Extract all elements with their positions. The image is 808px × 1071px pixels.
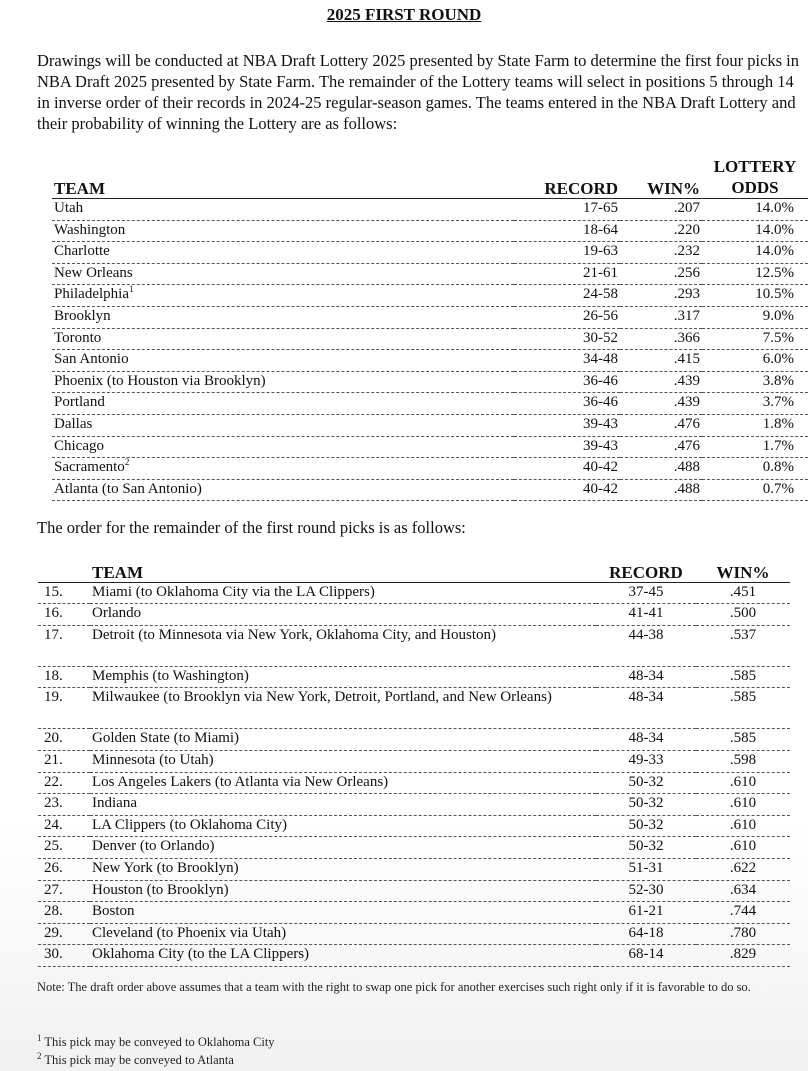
footnote-2-mark: 2 [37, 1050, 42, 1061]
lottery-odds: 3.8% [702, 371, 808, 393]
pick-row [38, 945, 790, 967]
lottery-team-cell [52, 199, 514, 221]
lottery-win-pct: .488 [620, 458, 702, 480]
pick-win-pct: .610 [696, 794, 790, 816]
pick-team: Indiana [90, 794, 596, 816]
pick-number: 22. [38, 772, 90, 794]
pick-row [38, 837, 790, 859]
pick-team: Cleveland (to Phoenix via Utah) [90, 923, 596, 945]
pick-record: 37-45 [596, 582, 696, 604]
lottery-record: 34-48 [514, 350, 620, 372]
pick-row [38, 729, 790, 751]
lottery-team-cell [52, 242, 514, 264]
lottery-record: 24-58 [514, 285, 620, 307]
remaining-picks-table [38, 561, 790, 967]
pick-record: 48-34 [596, 729, 696, 751]
pick-team: LA Clippers (to Oklahoma City) [90, 815, 596, 837]
lottery-row [52, 285, 808, 307]
lottery-row [52, 220, 808, 242]
pick-row [38, 880, 790, 902]
pick-team: Denver (to Orlando) [90, 837, 596, 859]
footnote-2 [37, 1050, 234, 1068]
pick-team: Detroit (to Minnesota via New York, Oklahoma City, and Houston) [90, 625, 596, 666]
lottery-win-pct: .256 [620, 263, 702, 285]
lottery-win-pct: .232 [620, 242, 702, 264]
remaining-header-record: RECORD [596, 561, 696, 582]
lottery-win-pct: .476 [620, 414, 702, 436]
pick-row [38, 815, 790, 837]
lottery-win-pct: .488 [620, 479, 702, 501]
pick-number: 18. [38, 666, 90, 688]
intro-paragraph: Drawings will be conducted at NBA Draft Lottery 2025 presented by State Farm to determine the first four picks in NBA Draft 2025 presented by State Farm. The remainder of the Lottery teams will select in positions 5 through 14 in inverse order of their records in 2024-25 regular-season games. The teams entered in the NBA Draft Lottery and their probability of winning the Lottery are as follows: [37, 51, 800, 133]
lottery-team-name: Utah [54, 200, 84, 216]
pick-win-pct: .598 [696, 750, 790, 772]
pick-number: 19. [38, 688, 90, 729]
pick-number: 17. [38, 625, 90, 666]
lottery-record: 36-46 [514, 393, 620, 415]
lottery-team-name: Washington [54, 221, 126, 238]
pick-team: Oklahoma City (to the LA Clippers) [90, 945, 596, 967]
pick-win-pct: .610 [696, 772, 790, 794]
lottery-odds: 0.7% [702, 479, 808, 501]
lottery-record: 39-43 [514, 414, 620, 436]
pick-record: 50-32 [596, 794, 696, 816]
lottery-team-name: Portland [54, 394, 105, 411]
lottery-team-name: New Orleans [54, 264, 133, 281]
pick-number: 23. [38, 794, 90, 816]
pick-number: 30. [38, 945, 90, 967]
lottery-team-cell [52, 328, 514, 350]
pick-number: 27. [38, 880, 90, 902]
lottery-odds: 0.8% [702, 458, 808, 480]
pick-record: 41-41 [596, 604, 696, 626]
lottery-team-cell [52, 458, 514, 480]
lottery-record: 40-42 [514, 458, 620, 480]
lottery-record: 26-56 [514, 306, 620, 328]
lottery-row [52, 263, 808, 285]
lottery-win-pct: .207 [620, 199, 702, 221]
lottery-record: 39-43 [514, 436, 620, 458]
lottery-team-cell [52, 371, 514, 393]
pick-number: 25. [38, 837, 90, 859]
lottery-team-cell [52, 306, 514, 328]
lottery-header-team: TEAM [52, 156, 514, 199]
pick-win-pct: .585 [696, 729, 790, 751]
pick-number: 16. [38, 604, 90, 626]
pick-team: Memphis (to Washington) [90, 666, 596, 688]
pick-win-pct: .537 [696, 625, 790, 666]
pick-win-pct: .500 [696, 604, 790, 626]
lottery-odds: 14.0% [702, 242, 808, 264]
lottery-team-name: Chicago [54, 437, 104, 454]
lottery-header-odds [702, 156, 808, 199]
lottery-team-cell [52, 263, 514, 285]
lottery-row [52, 328, 808, 350]
lottery-record: 21-61 [514, 263, 620, 285]
pick-row [38, 902, 790, 924]
pick-row [38, 750, 790, 772]
lottery-team-cell [52, 393, 514, 415]
lottery-team-cell [52, 436, 514, 458]
lottery-odds: 12.5% [702, 263, 808, 285]
lottery-team-name: Sacramento [54, 459, 125, 476]
pick-record: 49-33 [596, 750, 696, 772]
pick-record: 44-38 [596, 625, 696, 666]
lottery-header-record: RECORD [514, 156, 620, 199]
pick-row [38, 625, 790, 666]
pick-team: Milwaukee (to Brooklyn via New York, Detroit, Portland, and New Orleans) [90, 688, 596, 729]
lottery-team-name: Toronto [54, 329, 102, 346]
pick-row [38, 923, 790, 945]
lottery-odds: 3.7% [702, 393, 808, 415]
pick-team: Minnesota (to Utah) [90, 750, 596, 772]
footnote-2-text: This pick may be conveyed to Atlanta [41, 1053, 234, 1067]
pick-win-pct: .585 [696, 688, 790, 729]
pick-record: 50-32 [596, 772, 696, 794]
pick-row [38, 604, 790, 626]
page-title: 2025 FIRST ROUND [326, 5, 482, 24]
pick-row [38, 772, 790, 794]
footnote-mark: 2 [124, 457, 130, 468]
pick-team: Miami (to Oklahoma City via the LA Clippers) [90, 582, 596, 604]
lottery-odds: 14.0% [702, 220, 808, 242]
pick-number: 28. [38, 902, 90, 924]
pick-win-pct: .585 [696, 666, 790, 688]
pick-team: Houston (to Brooklyn) [90, 880, 596, 902]
lottery-team-name: Phoenix (to Houston via Brooklyn) [54, 372, 266, 389]
pick-win-pct: .744 [696, 902, 790, 924]
lottery-row [52, 393, 808, 415]
lottery-win-pct: .415 [620, 350, 702, 372]
pick-win-pct: .622 [696, 858, 790, 880]
lottery-row [52, 436, 808, 458]
lottery-header-odds-line2: ODDS [731, 178, 779, 197]
lottery-team-name: Atlanta (to San Antonio) [54, 480, 202, 497]
lottery-record: 18-64 [514, 220, 620, 242]
lottery-odds: 9.0% [702, 306, 808, 328]
lottery-record: 19-63 [514, 242, 620, 264]
pick-team: New York (to Brooklyn) [90, 858, 596, 880]
lottery-row [52, 479, 808, 501]
pick-row [38, 858, 790, 880]
lottery-record: 17-65 [514, 199, 620, 221]
lottery-win-pct: .317 [620, 306, 702, 328]
lottery-row [52, 350, 808, 372]
lottery-record: 36-46 [514, 371, 620, 393]
pick-team: Los Angeles Lakers (to Atlanta via New Orleans) [90, 772, 596, 794]
pick-record: 52-30 [596, 880, 696, 902]
pick-team: Boston [90, 902, 596, 924]
pick-record: 68-14 [596, 945, 696, 967]
lottery-row [52, 306, 808, 328]
lottery-win-pct: .293 [620, 285, 702, 307]
pick-row [38, 794, 790, 816]
lottery-team-name: Dallas [54, 415, 93, 432]
lottery-team-name: Philadelphia [54, 286, 129, 303]
lottery-team-name: San Antonio [54, 351, 129, 368]
lottery-record: 40-42 [514, 479, 620, 501]
lottery-row [52, 199, 808, 221]
lottery-win-pct: .439 [620, 371, 702, 393]
pick-win-pct: .610 [696, 815, 790, 837]
lottery-win-pct: .476 [620, 436, 702, 458]
pick-win-pct: .780 [696, 923, 790, 945]
pick-number: 24. [38, 815, 90, 837]
remaining-header-win: WIN% [696, 561, 790, 582]
pick-row [38, 582, 790, 604]
lottery-team-cell [52, 285, 514, 307]
lottery-row [52, 458, 808, 480]
pick-number: 21. [38, 750, 90, 772]
footnote-1-mark: 1 [37, 1032, 42, 1043]
pick-team: Golden State (to Miami) [90, 729, 596, 751]
lottery-odds: 1.8% [702, 414, 808, 436]
pick-number: 15. [38, 582, 90, 604]
lottery-row [52, 371, 808, 393]
lottery-record: 30-52 [514, 328, 620, 350]
lottery-team-name: Charlotte [54, 243, 110, 260]
lottery-team-cell [52, 220, 514, 242]
pick-record: 61-21 [596, 902, 696, 924]
lottery-header-win: WIN% [620, 156, 702, 199]
lottery-odds: 6.0% [702, 350, 808, 372]
lottery-header-odds-line1: LOTTERY [713, 157, 797, 176]
pick-row [38, 666, 790, 688]
pick-number: 20. [38, 729, 90, 751]
lottery-odds-table [52, 156, 808, 501]
order-intro-text: The order for the remainder of the first round picks is as follows: [37, 518, 466, 537]
pick-record: 51-31 [596, 858, 696, 880]
pick-record: 64-18 [596, 923, 696, 945]
lottery-win-pct: .366 [620, 328, 702, 350]
pick-record: 50-32 [596, 815, 696, 837]
remaining-header-pick [38, 561, 90, 582]
lottery-odds: 10.5% [702, 285, 808, 307]
lottery-row [52, 242, 808, 264]
pick-record: 48-34 [596, 688, 696, 729]
pick-record: 50-32 [596, 837, 696, 859]
lottery-win-pct: .220 [620, 220, 702, 242]
lottery-team-cell [52, 479, 514, 501]
pick-win-pct: .610 [696, 837, 790, 859]
pick-number: 29. [38, 923, 90, 945]
remaining-header-team: TEAM [90, 561, 596, 582]
lottery-team-cell [52, 350, 514, 372]
pick-row [38, 688, 790, 729]
draft-order-note: Note: The draft order above assumes that a team with the right to swap one pick for another exercises such right only if it is favorable to do so. [37, 980, 751, 994]
footnote-1 [37, 1032, 275, 1050]
pick-win-pct: .634 [696, 880, 790, 902]
lottery-odds: 1.7% [702, 436, 808, 458]
pick-number: 26. [38, 858, 90, 880]
lottery-win-pct: .439 [620, 393, 702, 415]
pick-win-pct: .451 [696, 582, 790, 604]
lottery-row [52, 414, 808, 436]
pick-team: Orlando [90, 604, 596, 626]
lottery-odds: 14.0% [702, 199, 808, 221]
footnote-1-text: This pick may be conveyed to Oklahoma City [41, 1035, 275, 1049]
lottery-odds: 7.5% [702, 328, 808, 350]
footnote-mark: 1 [129, 284, 134, 295]
pick-win-pct: .829 [696, 945, 790, 967]
lottery-team-cell [52, 414, 514, 436]
lottery-team-name: Brooklyn [54, 307, 111, 324]
pick-record: 48-34 [596, 666, 696, 688]
